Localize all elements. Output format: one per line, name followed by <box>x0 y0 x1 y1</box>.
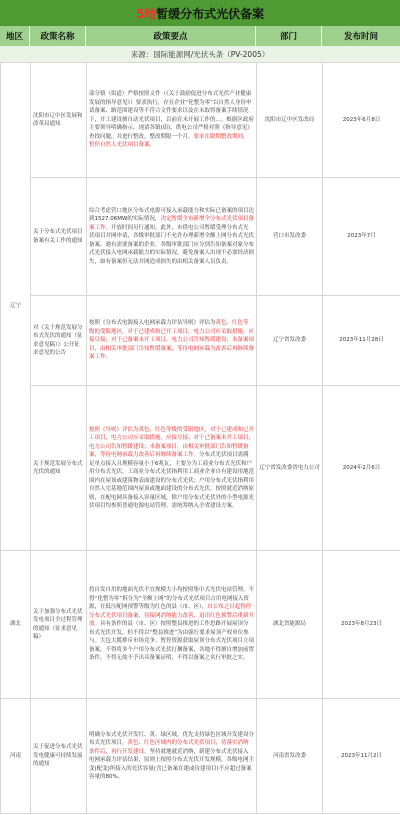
region-cell: 河南 <box>1 699 31 814</box>
source-line: 来源：国际能源网/光伏头条（PV-2005） <box>0 46 400 63</box>
title-count: 5地 <box>135 6 157 21</box>
points-text: 明确分布式光伏开发红、黄、绿区域，优先支持绿色区域开发建设分布式光伏项目， <box>89 731 255 746</box>
dept-cell: 营口市发改委 <box>257 178 323 296</box>
header-date: 发布时间 <box>343 32 378 42</box>
policy-table <box>0 62 400 814</box>
policy-name: 关于加强分布式光伏发电项目全过程管理的通知（征求意见稿） <box>31 551 87 699</box>
date-cell: 2023年11月2日 <box>323 699 400 814</box>
page-title <box>0 0 400 26</box>
dept-cell: 辽宁省发改委 <box>257 296 323 386</box>
policy-points <box>87 63 257 178</box>
dept-cell: 河南省发改委 <box>257 699 323 814</box>
table-header <box>0 26 400 46</box>
points-text: 部分镇（街道）严格按照文件（《关于鼓励促进分布式光伏产业健康发展的指导意见》）要求执行，存在企业“化整为零”以自然人身份申请备案、路范围建设等不符合文件要求以及在未取得备案手续情况下，开工建设擅自动光伏项目，以前在未开展工作的...。根据区政府主要领导明确指示，现请各镇(街)、供电公司严格对照《指导意见》查找问题，并进行整改，整改期限一个月。 <box>89 91 254 140</box>
points-text: 具有条件的县（市、区）按照整县推进的工作思路开展屋顶分布式光伏开发，但不得以“整县推进”为由强行要求屋顶产权单位参与。大包大揽排斥市场竞争、暂停资源获取屋顶分布式光伏项目立项备案。不得将多个户用分布式光伏打捆备案，各地不得擅自增加前置条件，不得无故不予出具备案证明，不得以备案之名行审批之实。 <box>89 621 255 662</box>
table-row <box>1 178 400 296</box>
policy-points <box>87 296 257 386</box>
points-text: 开放时间另行通知。此外，市供电公司暂缓受理分布式光伏项目并网申请，各级审批部门不允许办理新增全额上网分布式光伏备案。遇有需要备案的企业，各级审批部门应分别告知备案对象分布式光伏接入电网承载能力的实际情况，避免备案人出现不必要经济损失，如有备案但无法并网造成损失的由相关备案人员负责。 <box>89 224 255 265</box>
policy-name: 关于促进分布式光伏发电健康可持续发展的通知 <box>31 699 87 814</box>
points-text: 坚持就地就近消纳，新建分布式光伏接入电网承载力评估结果，原则上按照分布式光伏开发规模，各级电网主变(配变)所接入的光伏容量(含已备案在建或待建项目)不应超过备案容量的80%。 <box>89 748 255 780</box>
points-text: 将自发自用的地面光伏不宜规模大小均按照集中式光伏电站管理，不得“化整为零”拆分为“全额上网”的分布式光伏项目占用电网接入资源，在低压配网预警等级为红色的县（市、区）， <box>89 587 255 611</box>
points-highlight: 自公布之日起暂停分布式光伏项目备案，待接网消纳能力改善、退出红色预警后重新开放。 <box>89 604 255 628</box>
header-name: 政策名称 <box>30 26 86 46</box>
date-cell: 2023年6月8日 <box>323 63 400 178</box>
policy-points <box>87 178 257 296</box>
policy-name: 关于规范发展分布式光伏的通知 <box>31 386 87 551</box>
policy-points <box>87 551 257 699</box>
points-highlight: 黄色、红色等级的受限地区，对于已建成和已开工项目，电力公司应采取措施，应接尽接；对于已备案未开工项目，电力公司告知暂缓建设；未备案项目，由相关审批部门告知暂缓备案，等待电网承载力改善后再继续备案工作。 <box>89 320 255 361</box>
table-row <box>1 551 400 699</box>
policy-points <box>87 386 257 551</box>
date-cell: 2023年7月 <box>323 178 400 296</box>
points-text: 分布式光伏项目需满足单点接入且规模容量小于6兆瓦，主要分为工商业分布式光伏和户用分布式光伏。工商业分布式光伏指利用工商业企业自有建设用地范围内在屋顶或建筑物表面建设的分布式光伏；户用分布式光伏指利用自然人宅基地范围内屋顶或地面建设的分布式光伏。按照就近消纳原则，在配电网具备接入容量区域，除户用分布式光伏外的小型电源光伏项目均参照普通电源电站管理，需统筹纳入全省建设方案。 <box>89 452 255 509</box>
table-row <box>1 63 400 178</box>
table-row <box>1 699 400 814</box>
date-cell: 2023年11月28日 <box>323 296 400 386</box>
points-highlight: 黄色、红色区域内的分布式光伏项目，待落实消纳条件后，再行开发建设。 <box>89 740 249 755</box>
header-region: 地区 <box>0 26 30 46</box>
policy-name: 关于分布式光伏项目备案有关工作的通知 <box>31 178 87 296</box>
points-text: 按照《分布式电源接入电网承载力评估导则》评估为 <box>89 320 216 327</box>
dept-cell: 辽宁省发改委省电力公司 <box>257 386 323 551</box>
region-cell: 辽宁 <box>1 63 31 551</box>
policy-name: 对《关于规范发展分布式光伏的通知（征求意见稿）》公开征求意见的公告 <box>31 296 87 386</box>
policy-points <box>87 699 257 814</box>
table-row <box>1 386 400 551</box>
date-cell: 2024年2月6日 <box>323 386 400 551</box>
date-cell: 2023年8月23日 <box>323 551 400 699</box>
points-highlight: 要求在限期整改期间，暂停自然人光伏项目备案。 <box>89 133 249 149</box>
points-highlight: 决定暂缓全市新增全分布式光伏项目备案工作。 <box>89 216 254 231</box>
header-dept: 部门 <box>256 26 322 46</box>
policy-name: 沈阳市辽中区发展和改革局通知 <box>31 63 87 178</box>
table-row <box>1 296 400 386</box>
region-cell: 湖北 <box>1 551 31 699</box>
dept-cell: 湖北省能源局 <box>257 551 323 699</box>
title-text: 暂缓分布式光伏备案 <box>156 6 265 21</box>
header-points: 政策要点 <box>86 26 256 46</box>
dept-cell: 沈阳市辽中区发改局 <box>257 63 323 178</box>
points-highlight: 按照《导则》评估为黄色、红色等级的受限地区，对于已建成和已开工项目，电力公司应采取措施，应接尽接；对于已备案未开工项目，电力公司告知暂缓建设；未备案项目，由相关审批部门告知暂缓备案，等待电网承载力改善后再继续备案工作。 <box>89 426 255 458</box>
points-text: 综合考虑营口地区分布式电源可接入承载能力和实际已备案的项目达到1527.06MW的实际情况， <box>89 207 255 223</box>
